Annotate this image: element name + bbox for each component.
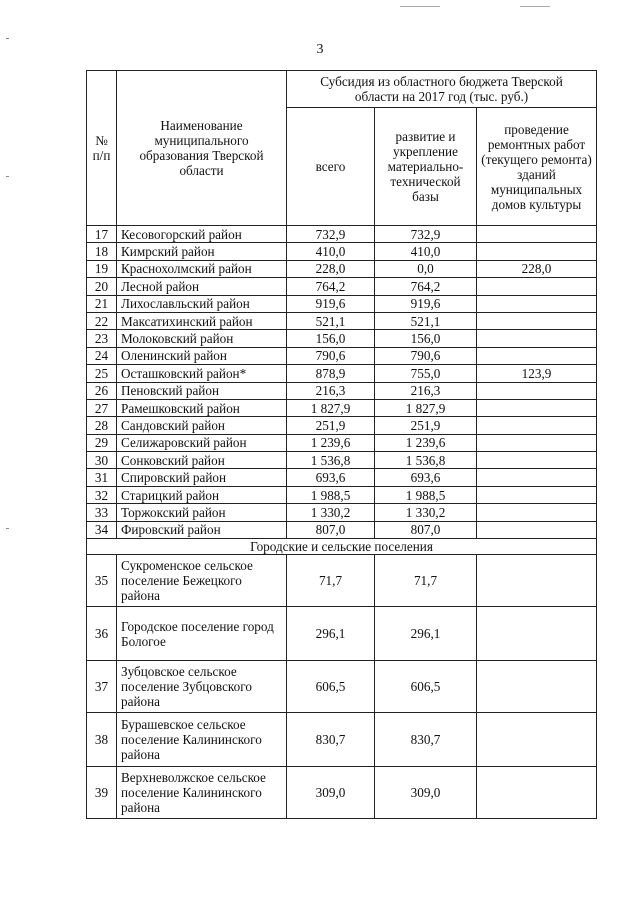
row-repair bbox=[477, 434, 597, 451]
row-development: 807,0 bbox=[375, 521, 477, 538]
row-number: 38 bbox=[87, 713, 117, 767]
table-row bbox=[87, 486, 597, 503]
row-total: 830,7 bbox=[287, 713, 375, 767]
table-row bbox=[87, 260, 597, 277]
page-number: 3 bbox=[316, 42, 324, 57]
row-total: 410,0 bbox=[287, 243, 375, 260]
row-name: Бурашевское сельское поселение Калининского района bbox=[117, 713, 287, 767]
row-name: Лесной район bbox=[117, 278, 287, 295]
row-total: 228,0 bbox=[287, 260, 375, 277]
row-repair bbox=[477, 555, 597, 607]
row-number: 25 bbox=[87, 365, 117, 382]
row-development: 1 536,8 bbox=[375, 452, 477, 469]
row-development: 309,0 bbox=[375, 767, 477, 819]
table-row bbox=[87, 365, 597, 382]
table-row bbox=[87, 469, 597, 486]
row-total: 156,0 bbox=[287, 330, 375, 347]
row-number: 37 bbox=[87, 661, 117, 713]
row-number: 32 bbox=[87, 486, 117, 503]
row-development: 521,1 bbox=[375, 312, 477, 329]
row-repair bbox=[477, 713, 597, 767]
row-repair bbox=[477, 486, 597, 503]
row-name: Рамешковский район bbox=[117, 399, 287, 416]
row-name: Старицкий район bbox=[117, 486, 287, 503]
row-total: 521,1 bbox=[287, 312, 375, 329]
row-number: 36 bbox=[87, 607, 117, 661]
scan-mark bbox=[6, 528, 9, 529]
table-row bbox=[87, 767, 597, 819]
table-row bbox=[87, 312, 597, 329]
table-row bbox=[87, 504, 597, 521]
row-repair bbox=[477, 504, 597, 521]
row-repair bbox=[477, 607, 597, 661]
table-row bbox=[87, 607, 597, 661]
row-development: 251,9 bbox=[375, 417, 477, 434]
row-number: 22 bbox=[87, 312, 117, 329]
row-development: 1 239,6 bbox=[375, 434, 477, 451]
row-number: 31 bbox=[87, 469, 117, 486]
row-number: 17 bbox=[87, 226, 117, 243]
table-row bbox=[87, 521, 597, 538]
table-row bbox=[87, 417, 597, 434]
row-number: 28 bbox=[87, 417, 117, 434]
row-development: 410,0 bbox=[375, 243, 477, 260]
row-name: Краснохолмский район bbox=[117, 260, 287, 277]
row-total: 71,7 bbox=[287, 555, 375, 607]
row-name: Максатихинский район bbox=[117, 312, 287, 329]
table-row bbox=[87, 382, 597, 399]
row-total: 1 239,6 bbox=[287, 434, 375, 451]
row-repair: 123,9 bbox=[477, 365, 597, 382]
section-title: Городские и сельские поселения bbox=[87, 539, 597, 555]
row-repair bbox=[477, 521, 597, 538]
row-repair bbox=[477, 661, 597, 713]
table-row bbox=[87, 243, 597, 260]
row-development: 919,6 bbox=[375, 295, 477, 312]
table-row bbox=[87, 278, 597, 295]
table-row bbox=[87, 434, 597, 451]
row-repair bbox=[477, 382, 597, 399]
header-number: № п/п bbox=[87, 71, 117, 226]
row-development: 1 330,2 bbox=[375, 504, 477, 521]
row-development: 1 827,9 bbox=[375, 399, 477, 416]
row-number: 24 bbox=[87, 347, 117, 364]
header-total: всего bbox=[287, 108, 375, 226]
row-repair bbox=[477, 417, 597, 434]
row-development: 755,0 bbox=[375, 365, 477, 382]
row-number: 30 bbox=[87, 452, 117, 469]
row-number: 39 bbox=[87, 767, 117, 819]
row-number: 27 bbox=[87, 399, 117, 416]
row-name: Городское поселение город Бологое bbox=[117, 607, 287, 661]
row-development: 71,7 bbox=[375, 555, 477, 607]
row-number: 21 bbox=[87, 295, 117, 312]
row-number: 19 bbox=[87, 260, 117, 277]
row-development: 606,5 bbox=[375, 661, 477, 713]
table-row bbox=[87, 347, 597, 364]
row-name: Селижаровский район bbox=[117, 434, 287, 451]
row-repair bbox=[477, 452, 597, 469]
row-name: Лихославльский район bbox=[117, 295, 287, 312]
row-name: Пеновский район bbox=[117, 382, 287, 399]
row-repair bbox=[477, 312, 597, 329]
row-repair bbox=[477, 330, 597, 347]
row-number: 23 bbox=[87, 330, 117, 347]
row-development: 732,9 bbox=[375, 226, 477, 243]
row-repair bbox=[477, 226, 597, 243]
row-name: Фировский район bbox=[117, 521, 287, 538]
row-development: 830,7 bbox=[375, 713, 477, 767]
row-repair bbox=[477, 399, 597, 416]
row-total: 251,9 bbox=[287, 417, 375, 434]
table-row bbox=[87, 295, 597, 312]
row-total: 1 827,9 bbox=[287, 399, 375, 416]
table-row bbox=[87, 555, 597, 607]
row-repair bbox=[477, 469, 597, 486]
row-number: 26 bbox=[87, 382, 117, 399]
row-name: Оленинский район bbox=[117, 347, 287, 364]
row-name: Кимрский район bbox=[117, 243, 287, 260]
row-repair bbox=[477, 347, 597, 364]
subsidy-table bbox=[86, 70, 597, 819]
row-total: 606,5 bbox=[287, 661, 375, 713]
row-total: 919,6 bbox=[287, 295, 375, 312]
header-municipality: Наименование муниципального образования Тверской области bbox=[117, 71, 287, 226]
row-total: 693,6 bbox=[287, 469, 375, 486]
row-name: Молоковский район bbox=[117, 330, 287, 347]
scan-mark bbox=[520, 6, 550, 7]
header-development: развитие и укрепление материально-технической базы bbox=[375, 108, 477, 226]
row-name: Сонковский район bbox=[117, 452, 287, 469]
row-repair bbox=[477, 278, 597, 295]
row-repair: 228,0 bbox=[477, 260, 597, 277]
table-row bbox=[87, 399, 597, 416]
row-total: 1 536,8 bbox=[287, 452, 375, 469]
row-name: Осташковский район* bbox=[117, 365, 287, 382]
row-number: 33 bbox=[87, 504, 117, 521]
header-repair: проведение ремонтных работ (текущего ремонта) зданий муниципальных домов культуры bbox=[477, 108, 597, 226]
row-name: Верхневолжское сельское поселение Калининского района bbox=[117, 767, 287, 819]
row-number: 35 bbox=[87, 555, 117, 607]
row-name: Спировский район bbox=[117, 469, 287, 486]
row-total: 1 988,5 bbox=[287, 486, 375, 503]
row-name: Сукроменское сельское поселение Бежецкого района bbox=[117, 555, 287, 607]
row-development: 790,6 bbox=[375, 347, 477, 364]
row-total: 216,3 bbox=[287, 382, 375, 399]
table-row bbox=[87, 713, 597, 767]
row-development: 1 988,5 bbox=[375, 486, 477, 503]
row-development: 156,0 bbox=[375, 330, 477, 347]
row-total: 790,6 bbox=[287, 347, 375, 364]
scan-mark bbox=[6, 38, 9, 39]
row-number: 18 bbox=[87, 243, 117, 260]
scan-mark bbox=[6, 176, 9, 177]
row-total: 732,9 bbox=[287, 226, 375, 243]
table-row bbox=[87, 330, 597, 347]
row-development: 693,6 bbox=[375, 469, 477, 486]
row-name: Торжокский район bbox=[117, 504, 287, 521]
table-row bbox=[87, 661, 597, 713]
row-development: 764,2 bbox=[375, 278, 477, 295]
row-repair bbox=[477, 295, 597, 312]
scan-mark bbox=[400, 6, 440, 7]
row-development: 0,0 bbox=[375, 260, 477, 277]
row-total: 296,1 bbox=[287, 607, 375, 661]
section-row bbox=[87, 539, 597, 555]
row-total: 309,0 bbox=[287, 767, 375, 819]
row-total: 878,9 bbox=[287, 365, 375, 382]
row-total: 764,2 bbox=[287, 278, 375, 295]
row-development: 296,1 bbox=[375, 607, 477, 661]
table-row bbox=[87, 226, 597, 243]
row-number: 20 bbox=[87, 278, 117, 295]
row-total: 807,0 bbox=[287, 521, 375, 538]
row-name: Зубцовское сельское поселение Зубцовского района bbox=[117, 661, 287, 713]
row-name: Кесовогорский район bbox=[117, 226, 287, 243]
table-row bbox=[87, 452, 597, 469]
row-total: 1 330,2 bbox=[287, 504, 375, 521]
row-repair bbox=[477, 767, 597, 819]
row-repair bbox=[477, 243, 597, 260]
row-development: 216,3 bbox=[375, 382, 477, 399]
row-number: 34 bbox=[87, 521, 117, 538]
row-number: 29 bbox=[87, 434, 117, 451]
header-subsidy-group: Субсидия из областного бюджета Тверской области на 2017 год (тыс. руб.) bbox=[287, 71, 597, 108]
row-name: Сандовский район bbox=[117, 417, 287, 434]
